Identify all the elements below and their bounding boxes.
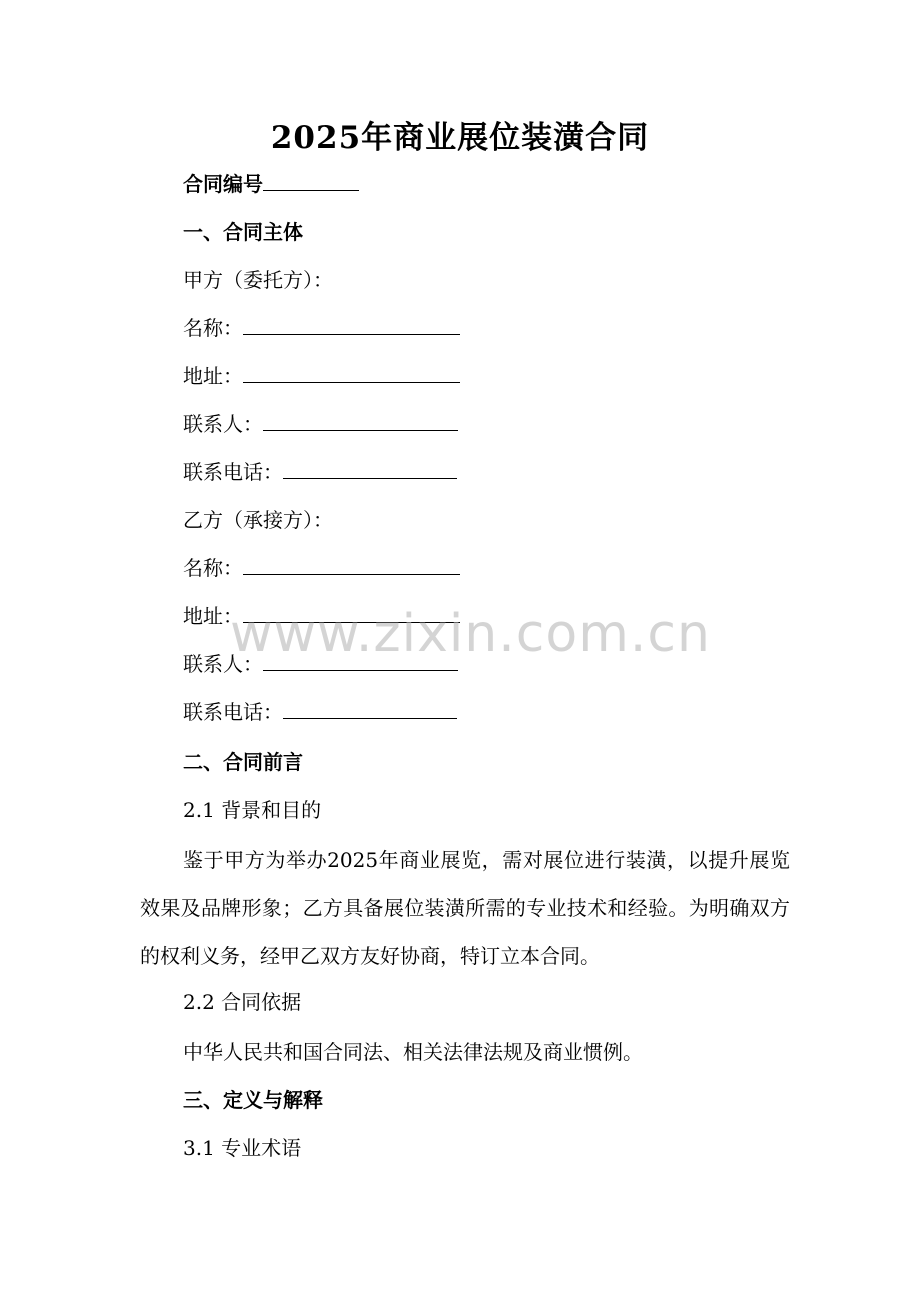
contract-number-label: 合同编号	[183, 172, 263, 196]
party-a-phone-line	[183, 458, 457, 486]
contract-number-blank[interactable]	[263, 172, 359, 191]
party-b-phone-label: 联系电话：	[183, 700, 283, 724]
party-b-phone-line	[183, 698, 457, 726]
party-b-contact-line	[183, 650, 458, 678]
party-b-address-line	[183, 602, 460, 630]
party-a-address-blank[interactable]	[243, 364, 460, 383]
party-a-label: 甲方（委托方）：	[183, 268, 333, 292]
party-a-contact-line	[183, 410, 458, 438]
party-a-phone-label: 联系电话：	[183, 460, 283, 484]
party-b-name-label: 名称：	[183, 556, 243, 580]
party-a-name-label: 名称：	[183, 316, 243, 340]
party-a-address-line	[183, 362, 460, 390]
section1-heading: 一、合同主体	[183, 220, 303, 244]
party-a-phone-blank[interactable]	[283, 460, 457, 479]
site-watermark: www.zixin.com.cn	[230, 604, 711, 664]
party-b-name-line	[183, 554, 460, 582]
document-title: 2025年商业展位装潢合同	[270, 120, 650, 156]
party-b-contact-label: 联系人：	[183, 652, 263, 676]
party-b-address-label: 地址：	[183, 604, 243, 628]
party-a-name-line	[183, 314, 460, 342]
section2-sub2: 2.2 合同依据	[183, 990, 302, 1014]
party-b-name-blank[interactable]	[243, 556, 460, 575]
section2-paragraph2: 中华人民共和国合同法、相关法律法规及商业惯例。	[183, 1040, 643, 1064]
contract-number-line	[183, 170, 359, 198]
party-a-contact-label: 联系人：	[183, 412, 263, 436]
party-b-phone-blank[interactable]	[283, 700, 457, 719]
party-a-contact-blank[interactable]	[263, 412, 458, 431]
section2-paragraph1: 鉴于甲方为举办2025年商业展览，需对展位进行装潢，以提升展览效果及品牌形象；乙方具备展位装潢所需的专业技术和经验。为明确双方的权利义务，经甲乙双方友好协商，特订立本合同。	[140, 848, 790, 968]
section2-sub1: 2.1 背景和目的	[183, 798, 322, 822]
party-b-address-blank[interactable]	[243, 604, 460, 623]
party-a-name-blank[interactable]	[243, 316, 460, 335]
party-b-contact-blank[interactable]	[263, 652, 458, 671]
section2-heading: 二、合同前言	[183, 750, 303, 774]
section3-sub1: 3.1 专业术语	[183, 1136, 302, 1160]
section3-heading: 三、定义与解释	[183, 1088, 323, 1112]
party-b-label: 乙方（承接方）：	[183, 508, 333, 532]
party-a-address-label: 地址：	[183, 364, 243, 388]
